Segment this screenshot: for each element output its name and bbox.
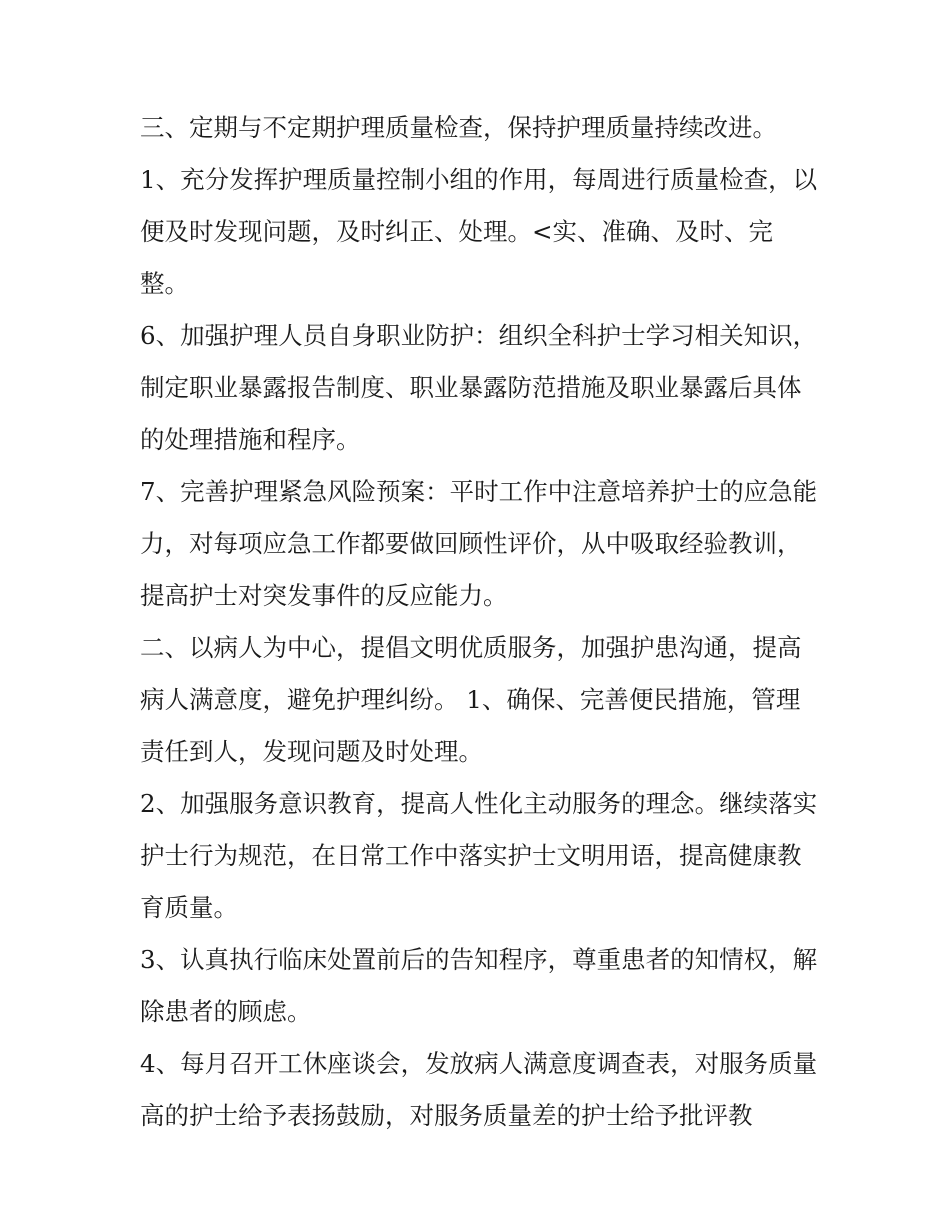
list-item-4: 4、每月召开工休座谈会，发放病人满意度调查表，对服务质量高的护士给予表扬鼓励，对服务质量差的护士给予批评教 [140,1049,818,1130]
document-body [140,102,820,1142]
list-item-6: 6、加强护理人员自身职业防护：组织全科护士学习相关知识，制定职业暴露报告制度、职业暴露防范措施及职业暴露后具体的处理措施和程序。 [140,321,818,454]
list-item-7: 7、完善护理紧急风险预案：平时工作中注意培养护士的应急能力，对每项应急工作都要做回顾性评价，从中吸取经验教训，提高护士对突发事件的反应能力。 [140,477,818,610]
list-item-2: 2、加强服务意识教育，提高人性化主动服务的理念。继续落实护士行为规范，在日常工作中落实护士文明用语，提高健康教育质量。 [140,789,818,922]
section-heading-3: 三、定期与不定期护理质量检查，保持护理质量持续改进。 [140,113,777,142]
section-heading-2: 二、以病人为中心，提倡文明优质服务，加强护患沟通，提高病人满意度，避免护理纠纷。 1、确保、完善便民措施，管理责任到人，发现问题及时处理。 [140,633,802,766]
list-item-1: 1、充分发挥护理质量控制小组的作用，每周进行质量检查，以便及时发现问题，及时纠正、处理。<实、准确、及时、完整。 [140,165,818,298]
list-item-3: 3、认真执行临床处置前后的告知程序，尊重患者的知情权，解除患者的顾虑。 [140,945,818,1026]
